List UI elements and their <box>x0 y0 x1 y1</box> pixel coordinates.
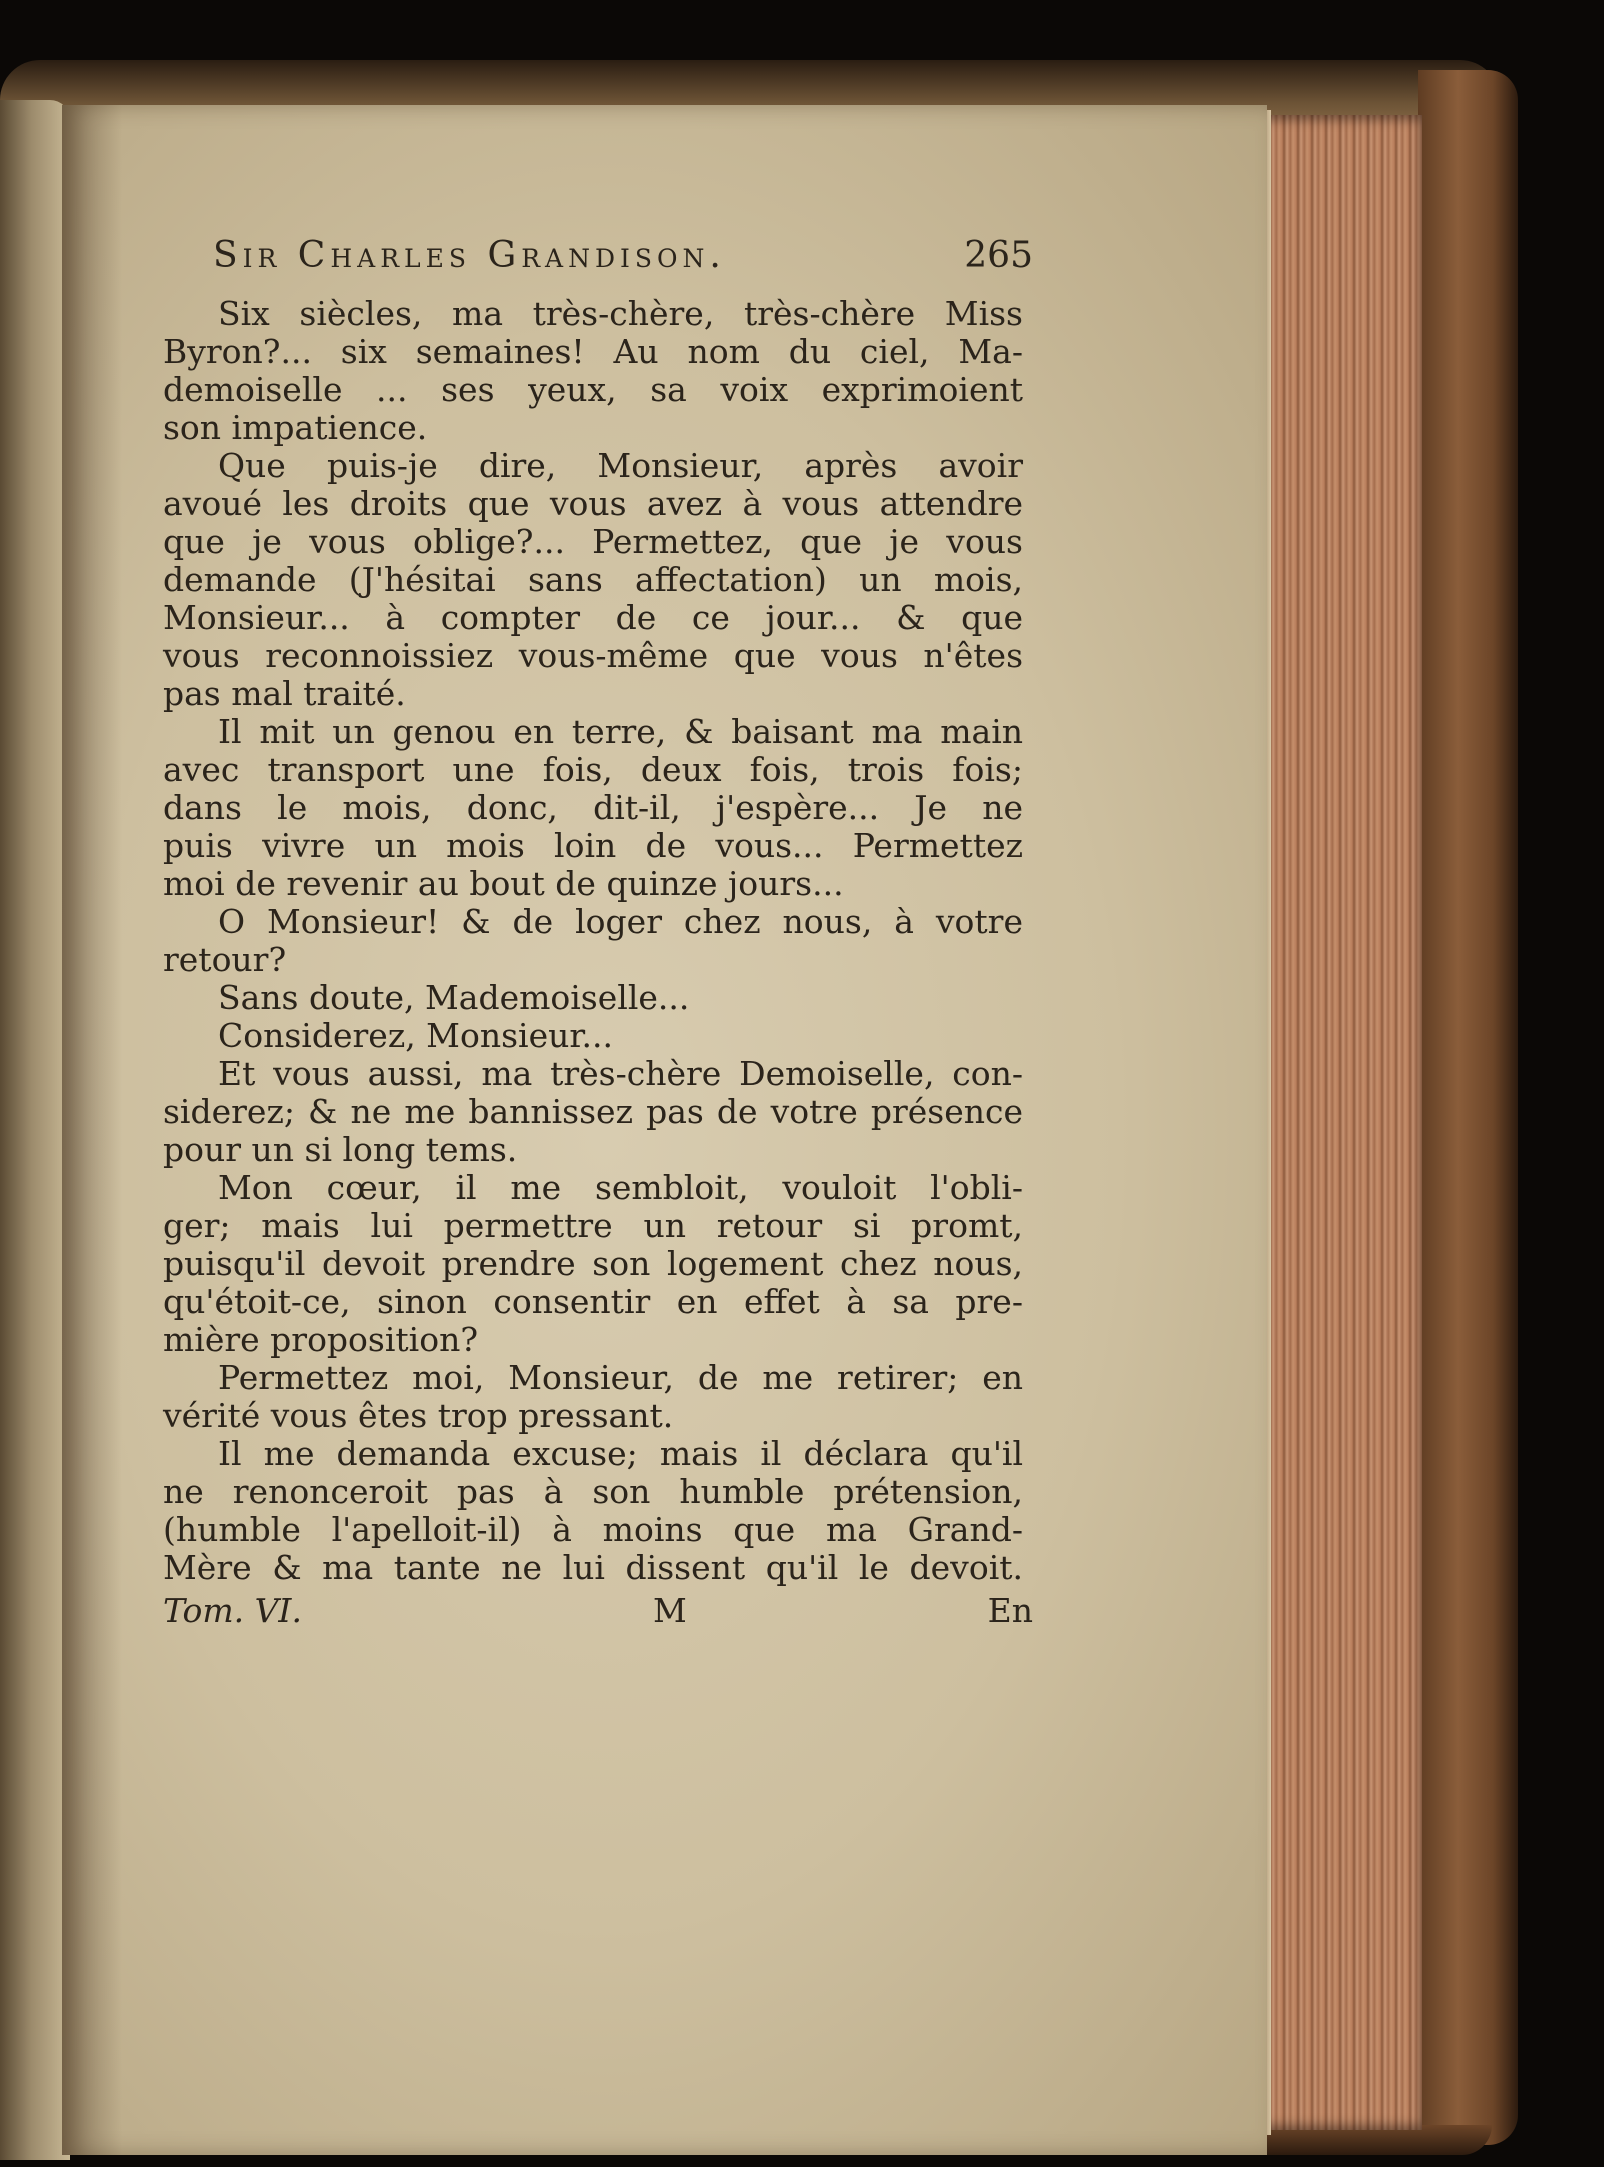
text-line: qu'étoit-ce, sinon consentir en effet à sa pre- <box>163 1282 1023 1321</box>
text-line: retour? <box>163 940 287 979</box>
page-fore-edge <box>1262 115 1422 2130</box>
page-footer <box>163 1591 1033 1637</box>
text-line: O Monsieur! & de loger chez nous, à votre <box>218 902 1023 941</box>
text-line: pas mal traité. <box>163 674 406 713</box>
text-line: Sans doute, Mademoiselle... <box>218 978 690 1017</box>
text-line: avec transport une fois, deux fois, trois fois; <box>163 750 1023 789</box>
signature-mark: M <box>653 1591 687 1630</box>
text-line: Byron?... six semaines! Au nom du ciel, Ma- <box>163 332 1023 371</box>
volume-mark: Tom. VI. <box>163 1591 302 1630</box>
text-line: ne renonceroit pas à son humble prétension, <box>163 1472 1023 1511</box>
text-line: avoué les droits que vous avez à vous attendre <box>163 484 1023 523</box>
text-line: Il me demanda excuse; mais il déclara qu'il <box>218 1434 1023 1473</box>
text-line: moi de revenir au bout de quinze jours... <box>163 864 844 903</box>
page-number: 265 <box>964 235 1033 276</box>
text-line: demoiselle ... ses yeux, sa voix exprimoient <box>163 370 1023 409</box>
text-line: pour un si long tems. <box>163 1130 518 1169</box>
text-line: Mon cœur, il me sembloit, vouloit l'obli- <box>218 1168 1023 1207</box>
text-line: Considerez, Monsieur... <box>218 1016 613 1055</box>
text-line: vérité vous êtes trop pressant. <box>163 1396 674 1435</box>
text-line: ger; mais lui permettre un retour si promt, <box>163 1206 1023 1245</box>
text-line: Et vous aussi, ma très-chère Demoiselle, con- <box>218 1054 1023 1093</box>
leather-cover <box>1418 70 1518 2145</box>
text-line: que je vous oblige?... Permettez, que je vous <box>163 522 1023 561</box>
running-header <box>163 235 1033 295</box>
text-line: Six siècles, ma très-chère, très-chère Miss <box>218 294 1023 333</box>
page-text-block <box>163 235 1033 1637</box>
text-line: (humble l'apelloit-il) à moins que ma Grand- <box>163 1510 1023 1549</box>
text-line: siderez; & ne me bannissez pas de votre présence <box>163 1092 1023 1131</box>
text-line: dans le mois, donc, dit-il, j'espère... Je ne <box>163 788 1023 827</box>
text-line: puis vivre un mois loin de vous... Permettez <box>163 826 1023 865</box>
text-line: demande (J'hésitai sans affectation) un mois, <box>163 560 1023 599</box>
text-line: Monsieur... à compter de ce jour... & que <box>163 598 1023 637</box>
previous-page-edge <box>0 100 70 2160</box>
text-line: vous reconnoissiez vous-même que vous n'êtes <box>163 636 1023 675</box>
text-line: Mère & ma tante ne lui dissent qu'il le devoit. <box>163 1548 1023 1587</box>
text-line: son impatience. <box>163 408 428 447</box>
text-line: Il mit un genou en terre, & baisant ma main <box>218 712 1023 751</box>
body-text <box>163 295 1023 1587</box>
text-line: mière proposition? <box>163 1320 479 1359</box>
catchword: En <box>987 1591 1033 1630</box>
text-line: Permettez moi, Monsieur, de me retirer; en <box>218 1358 1023 1397</box>
text-line: Que puis-je dire, Monsieur, après avoir <box>218 446 1023 485</box>
text-line: puisqu'il devoit prendre son logement chez nous, <box>163 1244 1023 1283</box>
running-title: Sir Charles Grandison. <box>213 235 726 276</box>
